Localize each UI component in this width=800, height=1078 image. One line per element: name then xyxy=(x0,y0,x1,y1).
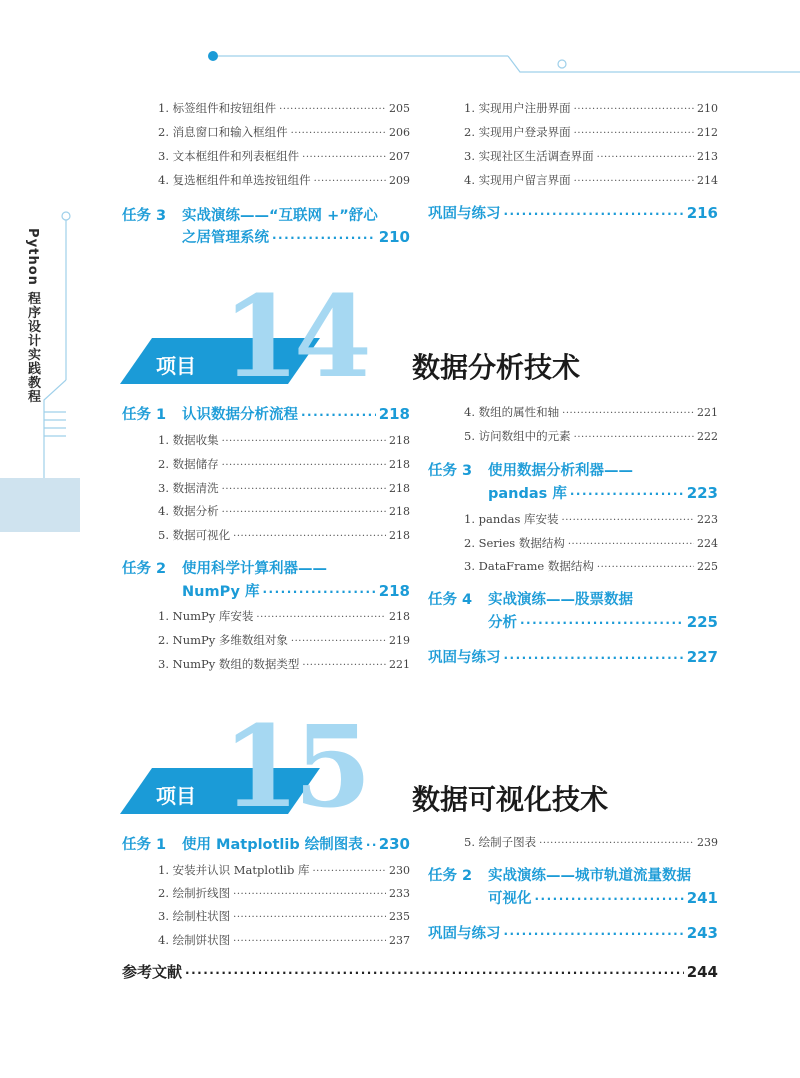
task-title-line1[interactable]: 使用科学计算利器—— xyxy=(182,561,327,577)
project-number: 15 xyxy=(222,702,366,833)
toc-entry[interactable]: 4. 实现用户留言界面 ····· 214 xyxy=(464,172,718,190)
toc-entry[interactable]: 1. 数据收集 ····· 218 xyxy=(158,432,410,450)
toc-entry[interactable]: 3. 文本框组件和列表框组件 ····· 207 xyxy=(158,148,410,166)
toc-entry[interactable]: 4. 数据分析 ····· 218 xyxy=(158,503,410,521)
toc-entry[interactable]: 4. 数组的属性和轴 ····· 221 xyxy=(464,404,718,422)
toc-entry[interactable]: 2. 绘制折线图 ····· 233 xyxy=(158,885,410,903)
toc-entry[interactable]: 1. 实现用户注册界面 ····· 210 xyxy=(464,100,718,118)
toc-entry[interactable]: 5. 绘制子图表 ····· 239 xyxy=(464,834,718,852)
toc-entry[interactable]: 3. 数据清洗 ····· 218 xyxy=(158,480,410,498)
header-circuit-decoration xyxy=(0,0,800,80)
toc-entry[interactable]: 5. 访问数组中的元素 ····· 222 xyxy=(464,428,718,446)
project-label: 项目 xyxy=(156,354,196,378)
task-title-line1[interactable]: 实战演练——城市轨道流量数据 xyxy=(488,868,691,884)
toc-entry[interactable]: 3. NumPy 数组的数据类型 ····· 221 xyxy=(158,656,410,674)
task-prefix: 任务 4 xyxy=(428,592,473,608)
side-tab-title: Python 程序设计实践教程 xyxy=(25,228,40,404)
toc-task-entry[interactable]: 使用 Matplotlib 绘制图表 ····· 230 xyxy=(182,833,410,854)
toc-entry[interactable]: 2. 数据储存 ····· 218 xyxy=(158,456,410,474)
task-title-line1[interactable]: 使用数据分析利器—— xyxy=(488,463,633,479)
toc-entry[interactable]: 1. 安装并认识 Matplotlib 库 ····· 230 xyxy=(158,862,410,880)
toc-review-entry[interactable]: 巩固与练习 ····· 216 xyxy=(428,202,718,223)
toc-task-entry[interactable]: pandas 库 ····· 223 xyxy=(488,482,718,503)
toc-entry[interactable]: 2. 消息窗口和输入框组件 ····· 206 xyxy=(158,124,410,142)
task-prefix: 任务 2 xyxy=(428,868,473,884)
toc-entry[interactable]: 2. 实现用户登录界面 ····· 212 xyxy=(464,124,718,142)
toc-review-entry[interactable]: 巩固与练习 ····· 243 xyxy=(428,922,718,943)
toc-entry[interactable]: 2. NumPy 多维数组对象 ····· 219 xyxy=(158,632,410,650)
task-prefix: 任务 2 xyxy=(122,561,167,577)
project-title: 数据分析技术 xyxy=(412,351,581,384)
task-prefix: 任务 1 xyxy=(122,407,167,423)
toc-task-entry[interactable]: 分析 ····· 225 xyxy=(488,611,718,632)
toc-entry[interactable]: 3. 实现社区生活调查界面 ····· 213 xyxy=(464,148,718,166)
toc-task-entry[interactable]: 认识数据分析流程 ····· 218 xyxy=(182,403,410,424)
toc-entry[interactable]: 4. 绘制饼状图 ····· 237 xyxy=(158,932,410,950)
side-band xyxy=(0,478,80,532)
toc-entry[interactable]: 5. 数据可视化 ····· 218 xyxy=(158,527,410,545)
toc-entry[interactable]: 1. NumPy 库安装 ····· 218 xyxy=(158,608,410,626)
toc-task-entry[interactable]: NumPy 库 ····· 218 xyxy=(182,580,410,601)
toc-references-entry[interactable]: 参考文献 ····· 244 xyxy=(122,961,718,982)
toc-task-entry[interactable]: 之居管理系统 ····· 210 xyxy=(182,226,410,247)
toc-entry[interactable]: 3. 绘制柱状图 ····· 235 xyxy=(158,908,410,926)
task-prefix: 任务 1 xyxy=(122,837,167,853)
toc-entry[interactable]: 4. 复选框组件和单选按钮组件 ····· 209 xyxy=(158,172,410,190)
project-label: 项目 xyxy=(156,784,196,808)
toc-entry[interactable]: 1. 标签组件和按钮组件 ····· 205 xyxy=(158,100,410,118)
task-prefix: 任务 3 xyxy=(428,463,473,479)
toc-task-entry[interactable]: 可视化 ····· 241 xyxy=(488,887,718,908)
toc-review-entry[interactable]: 巩固与练习 ····· 227 xyxy=(428,646,718,667)
toc-entry[interactable]: 3. DataFrame 数据结构 ····· 225 xyxy=(464,558,718,576)
task-title-line1[interactable]: 实战演练——“互联网 +”舒心 xyxy=(182,208,378,224)
project-title: 数据可视化技术 xyxy=(412,783,609,816)
toc-entry[interactable]: 2. Series 数据结构 ····· 224 xyxy=(464,535,718,553)
project-number: 14 xyxy=(222,272,366,403)
toc-entry[interactable]: 1. pandas 库安装 ····· 223 xyxy=(464,511,718,529)
task-prefix: 任务 3 xyxy=(122,208,167,224)
task-title-line1[interactable]: 实战演练——股票数据 xyxy=(488,592,633,608)
